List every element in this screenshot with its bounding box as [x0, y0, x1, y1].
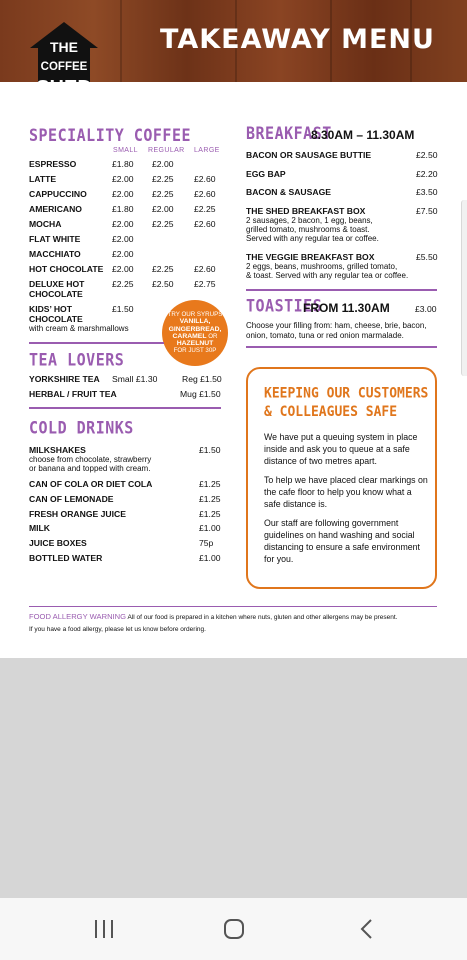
coffee-item-name: MOCHA: [29, 219, 62, 229]
tea-lovers-title: TEA LOVERS: [29, 349, 125, 371]
coffee-item-price: £2.00: [112, 234, 134, 244]
cold-drink-name: CAN OF COLA OR DIET COLA: [29, 479, 153, 489]
tea-item-price: Reg £1.50: [182, 374, 222, 384]
badge-line-2: VANILLA,: [179, 318, 211, 326]
coffee-item-name: KIDS’ HOT: [29, 304, 72, 314]
breakfast-item-desc: & toast. Served with any regular tea or coffee.: [246, 271, 409, 280]
breakfast-item-price: £5.50: [416, 252, 438, 262]
divider: [29, 407, 221, 409]
wood-plank-line: [120, 0, 122, 82]
recent-apps-button[interactable]: [84, 914, 124, 944]
menu-page: [0, 82, 448, 658]
toasties-price: £3.00: [415, 304, 437, 314]
cold-drink-name: JUICE BOXES: [29, 538, 87, 549]
tea-item-small: Small £1.30: [112, 374, 158, 384]
coffee-item-price: £1.80: [112, 159, 134, 169]
breakfast-item-desc: grilled tomato, mushrooms & toast.: [246, 225, 370, 234]
coffee-item-price: £2.00: [112, 264, 134, 274]
breakfast-item-desc: 2 eggs, beans, mushrooms, grilled tomato,: [246, 262, 398, 271]
allergy-warning: [29, 612, 439, 621]
logo-line-2: COFFEE: [40, 61, 88, 73]
coffee-item-price: £2.25: [152, 174, 174, 184]
safety-title-line: & COLLEAGUES SAFE: [264, 404, 398, 421]
cold-drink-name: MILK: [29, 523, 51, 534]
col-large: LARGE: [194, 147, 220, 154]
coffee-item-price: £2.25: [152, 219, 174, 229]
coffee-item-name: DELUXE HOT: [29, 279, 85, 289]
coffee-item-name: HOT CHOCOLATE: [29, 264, 104, 274]
cold-drink-name: CAN OF LEMONADE: [29, 493, 114, 504]
badge-line-1: TRY OUR SYRUPS: [167, 311, 223, 318]
back-button[interactable]: [346, 914, 386, 944]
coffee-item-price: £2.25: [152, 189, 174, 199]
toasties-time: FROM 11.30AM: [303, 301, 390, 315]
badge-line-6: FOR JUST 30P: [173, 347, 217, 355]
coffee-item-price: £2.00: [152, 204, 174, 214]
breakfast-item-price: £3.50: [416, 187, 438, 197]
breakfast-item-name: BACON OR SAUSAGE BUTTIE: [246, 150, 372, 160]
logo-line-1: THE: [50, 39, 78, 55]
safety-notice-title: [264, 384, 434, 421]
milkshake-price: £1.50: [199, 445, 221, 455]
tea-item-name: HERBAL / FRUIT TEA: [29, 389, 117, 399]
empty-background: [0, 658, 467, 898]
milkshake-desc: or banana and topped with cream.: [29, 464, 151, 473]
cold-drink-name: FRESH ORANGE JUICE: [29, 508, 126, 519]
breakfast-item-name: THE SHED BREAKFAST BOX: [246, 206, 366, 216]
cold-drinks-title: COLD DRINKS: [29, 417, 134, 439]
cold-drink-price: £1.00: [199, 553, 221, 563]
badge-line-5: HAZELNUT: [176, 340, 214, 348]
coffee-item-price: £2.00: [112, 189, 134, 199]
divider: [29, 342, 164, 344]
coffee-item-price: £2.25: [152, 264, 174, 274]
breakfast-item-name: EGG BAP: [246, 169, 286, 179]
coffee-item-price: £2.00: [112, 174, 134, 184]
tea-item-name: YORKSHIRE TEA: [29, 374, 100, 384]
safety-paragraph: We have put a queuing system in place inside and ask you to queue at a safe distance of two metres apart.: [264, 432, 418, 466]
coffee-item-name: CHOCOLATE: [29, 314, 83, 324]
milkshake-name: MILKSHAKES: [29, 445, 86, 455]
system-nav-bar: [0, 898, 467, 960]
divider: [246, 289, 437, 291]
breakfast-item-name: BACON & SAUSAGE: [246, 187, 331, 197]
safety-title-line: KEEPING OUR CUSTOMERS: [264, 385, 429, 402]
toasties-desc: Choose your filling from: ham, cheese, brie, bacon,: [246, 321, 427, 330]
cold-drink-price: £1.25: [199, 493, 221, 504]
col-small: SMALL: [113, 147, 138, 154]
cold-drink-price: £1.25: [199, 508, 221, 519]
breakfast-item-desc: 2 sausages, 2 bacon, 1 egg, beans,: [246, 216, 373, 225]
breakfast-item-price: £2.50: [416, 150, 438, 160]
cold-drink-name: BOTTLED WATER: [29, 553, 103, 563]
badge-line-4: CARAMEL: [172, 332, 207, 340]
coffee-item-name: AMERICANO: [29, 204, 82, 214]
safety-notice-box: [246, 367, 437, 589]
badge-line-3: GINGERBREAD,: [168, 325, 222, 333]
breakfast-title: BREAKFAST: [246, 122, 332, 144]
coffee-item-price: £2.75: [194, 279, 216, 289]
coffee-item-price: £1.80: [112, 204, 134, 214]
allergy-heading: FOOD ALLERGY WARNING: [29, 612, 127, 621]
coffee-item-price: £1.50: [112, 304, 134, 314]
breakfast-item-desc: Served with any regular tea or coffee.: [246, 234, 379, 243]
back-icon: [358, 918, 374, 940]
coffee-item-price: £2.60: [194, 264, 216, 274]
tea-item-price: Mug £1.50: [180, 389, 221, 399]
toasties-desc: onion, tomato, tuna or red onion marmalade.: [246, 331, 404, 340]
coffee-item-price: £2.50: [152, 279, 174, 289]
scroll-handle[interactable]: [461, 200, 467, 376]
coffee-item-price: £2.00: [152, 159, 174, 169]
recent-apps-icon: [93, 919, 115, 939]
coffee-item-name: LATTE: [29, 174, 57, 184]
speciality-coffee-title: SPECIALITY COFFEE: [29, 124, 192, 146]
coffee-item-desc: with cream & marshmallows: [29, 324, 129, 333]
coffee-item-name: FLAT WHITE: [29, 234, 81, 244]
allergy-text: All of our food is prepared in a kitchen where nuts, gluten and other allergens may be present.: [127, 614, 398, 621]
syrup-badge: [162, 300, 228, 366]
safety-paragraph: To help we have placed clear markings on the cafe floor to help you know what a safe distance is.: [264, 475, 428, 509]
coffee-item-name: CHOCOLATE: [29, 289, 83, 299]
coffee-item-name: CAPPUCCINO: [29, 189, 87, 199]
coffee-item-price: £2.60: [194, 174, 216, 184]
home-icon: [223, 918, 245, 940]
breakfast-time: 8.30AM – 11.30AM: [311, 128, 415, 142]
coffee-item-price: £2.25: [194, 204, 216, 214]
cold-drink-price: £1.00: [199, 523, 221, 534]
coffee-item-name: ESPRESSO: [29, 159, 77, 169]
menu-title: TAKEAWAY MENU: [160, 24, 435, 55]
badge-or: OR: [208, 332, 218, 340]
toasties-title: TOASTIES: [246, 295, 323, 317]
col-regular: REGULAR: [148, 147, 185, 154]
coffee-item-price: £2.00: [112, 219, 134, 229]
milkshake-desc: choose from chocolate, strawberry: [29, 455, 152, 464]
cold-drink-price: £1.25: [199, 479, 221, 489]
coffee-item-price: £2.25: [112, 279, 134, 289]
breakfast-item-price: £7.50: [416, 206, 438, 216]
home-button[interactable]: [214, 914, 254, 944]
breakfast-item-name: THE VEGGIE BREAKFAST BOX: [246, 252, 375, 262]
coffee-item-price: £2.60: [194, 219, 216, 229]
breakfast-item-price: £2.20: [416, 169, 438, 179]
divider: [29, 606, 437, 607]
coffee-item-price: £2.60: [194, 189, 216, 199]
divider: [246, 346, 437, 348]
safety-paragraph: Our staff are following government guidelines on hand washing and social distancing to ensure a safe environment for you.: [264, 518, 420, 564]
cold-drink-price: 75p: [199, 538, 214, 549]
coffee-item-name: MACCHIATO: [29, 249, 81, 259]
coffee-item-price: £2.00: [112, 249, 134, 259]
allergy-text-2: If you have a food allergy, please let us know before ordering.: [29, 626, 206, 633]
